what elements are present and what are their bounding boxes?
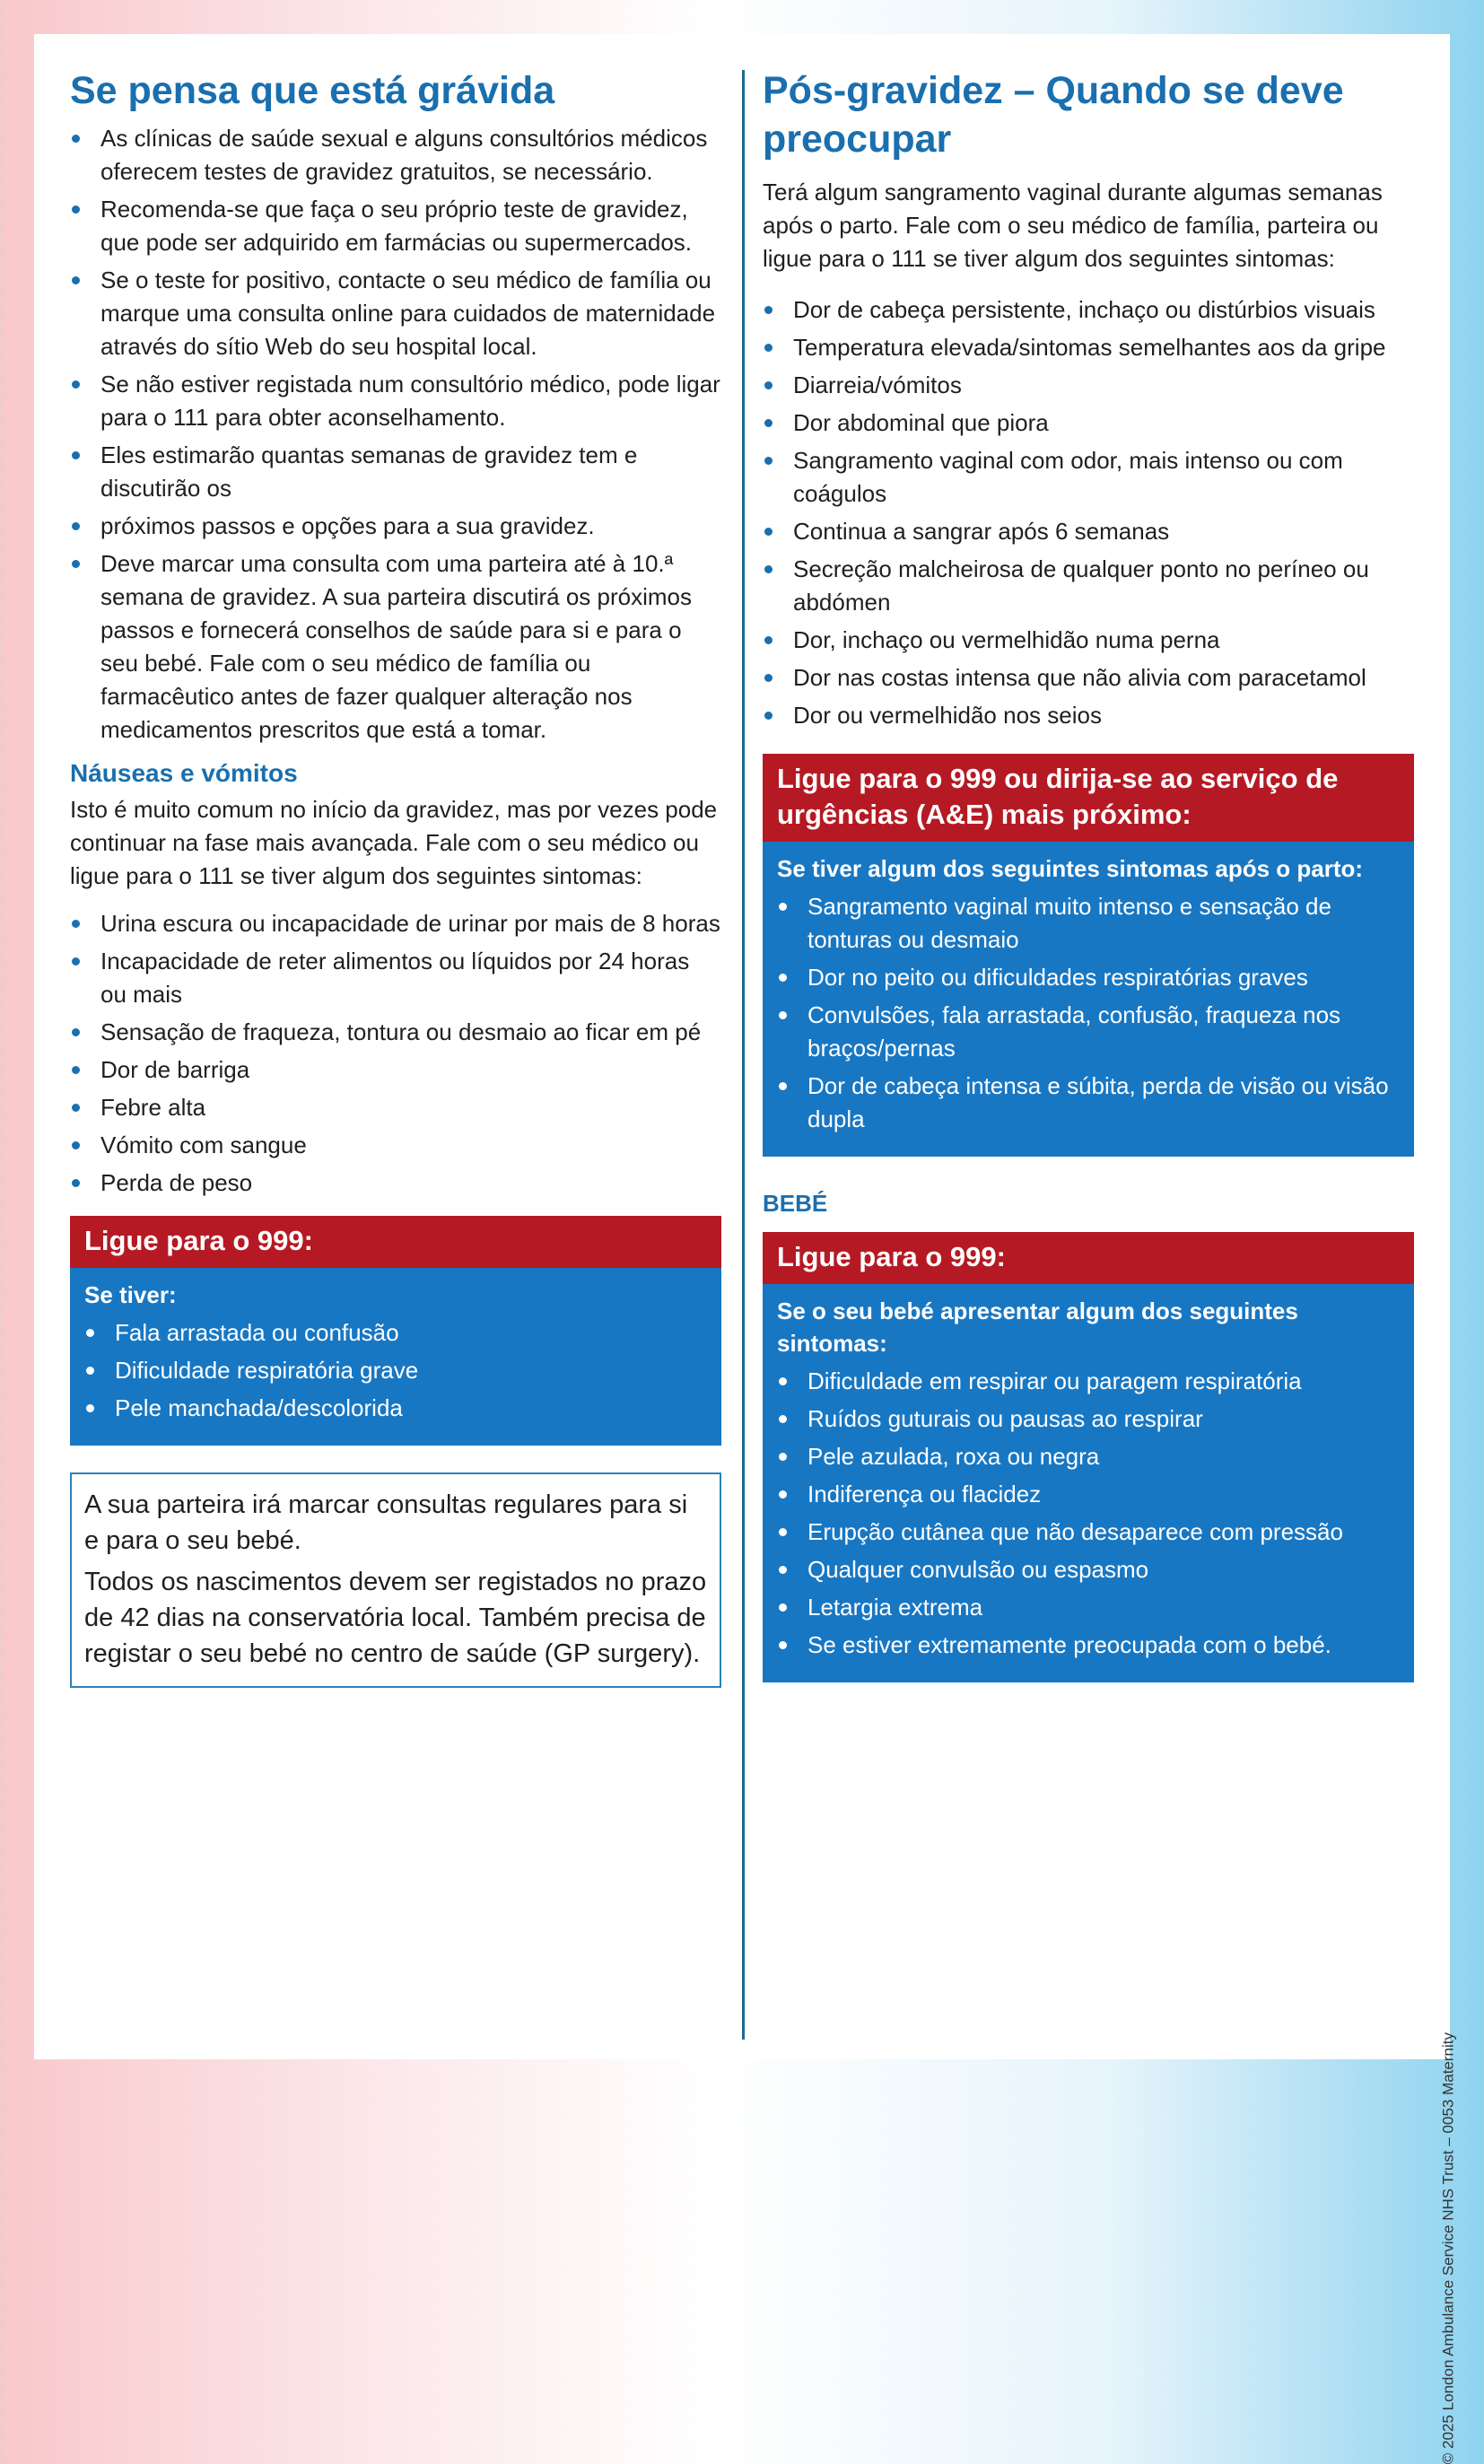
list-item: Erupção cutânea que não desaparece com pressão	[777, 1516, 1400, 1549]
list-item: Se o teste for positivo, contacte o seu médico de família ou marque uma consulta online para cuidados de maternidade através do sítio Web do seu hospital local.	[70, 264, 721, 363]
post-pregnancy-list	[763, 293, 1414, 732]
pregnancy-title: Se pensa que está grávida	[70, 69, 555, 112]
list-item: próximos passos e opções para a sua gravidez.	[70, 510, 721, 543]
list-item: Dor nas costas intensa que não alivia com paracetamol	[763, 661, 1414, 695]
post-pregnancy-title: Pós-gravidez – Quando se deve preocupar	[763, 69, 1344, 161]
left-column	[70, 66, 721, 1688]
column-divider	[742, 70, 745, 2040]
nausea-list	[70, 907, 721, 1200]
emergency-alert-box	[70, 1216, 721, 1446]
leaflet-page	[34, 34, 1456, 2464]
list-item: Se não estiver registada num consultório médico, pode ligar para o 111 para obter aconselhamento.	[70, 368, 721, 434]
list-item: Letargia extrema	[777, 1591, 1400, 1624]
list-item: Dor no peito ou dificuldades respiratórias graves	[777, 961, 1400, 994]
list-item: Dificuldade respiratória grave	[84, 1354, 707, 1387]
list-item: Continua a sangrar após 6 semanas	[763, 515, 1414, 548]
list-item: Vómito com sangue	[70, 1129, 721, 1162]
alert-body	[763, 842, 1414, 1157]
list-item: Se estiver extremamente preocupada com o bebé.	[777, 1629, 1400, 1662]
list-item: Urina escura ou incapacidade de urinar por mais de 8 horas	[70, 907, 721, 940]
alert-lead: Se tiver:	[84, 1281, 177, 1308]
postpartum-emergency-box	[763, 754, 1414, 1157]
list-item: Eles estimarão quantas semanas de gravidez tem e discutirão os	[70, 439, 721, 505]
alert-title: Ligue para o 999 ou dirija-se ao serviço de urgências (A&E) mais próximo:	[763, 754, 1414, 842]
alert-title: Ligue para o 999:	[763, 1232, 1414, 1284]
alert-title: Ligue para o 999:	[70, 1216, 721, 1268]
list-item: As clínicas de saúde sexual e alguns consultórios médicos oferecem testes de gravidez gratuitos, se necessário.	[70, 122, 721, 188]
list-item: Dor abdominal que piora	[763, 406, 1414, 440]
baby-title: BEBÉ	[763, 1190, 828, 1217]
list-item: Dor de cabeça persistente, inchaço ou distúrbios visuais	[763, 293, 1414, 327]
list-item: Secreção malcheirosa de qualquer ponto no períneo ou abdómen	[763, 553, 1414, 619]
list-item: Deve marcar uma consulta com uma parteira até à 10.ª semana de gravidez. A sua parteira discutirá os próximos passos e fornecerá conselhos de saúde para si e para o seu bebé. Fale com o seu médico de família ou farmacêutico antes de fazer qualquer alteração nos medicamentos prescritos que está a tomar.	[70, 547, 721, 747]
list-item: Dor, inchaço ou vermelhidão numa perna	[763, 624, 1414, 657]
alert-list	[84, 1316, 707, 1425]
list-item: Convulsões, fala arrastada, confusão, fraqueza nos braços/pernas	[777, 999, 1400, 1065]
list-item: Temperatura elevada/sintomas semelhantes aos da gripe	[763, 331, 1414, 364]
list-item: Sensação de fraqueza, tontura ou desmaio ao ficar em pé	[70, 1016, 721, 1049]
list-item: Febre alta	[70, 1091, 721, 1124]
pregnancy-list	[70, 122, 721, 747]
midwife-info-box	[70, 1472, 721, 1688]
list-item: Qualquer convulsão ou espasmo	[777, 1553, 1400, 1586]
alert-list	[777, 1365, 1400, 1662]
alert-lead: Se o seu bebé apresentar algum dos seguintes sintomas:	[777, 1298, 1298, 1357]
list-item: Diarreia/vómitos	[763, 369, 1414, 402]
list-item: Ruídos guturais ou pausas ao respirar	[777, 1402, 1400, 1436]
list-item: Incapacidade de reter alimentos ou líquidos por 24 horas ou mais	[70, 945, 721, 1011]
copyright-note: © 2025 London Ambulance Service NHS Trust – 0053 Maternity	[1439, 2032, 1456, 2464]
list-item: Perda de peso	[70, 1166, 721, 1200]
alert-lead: Se tiver algum dos seguintes sintomas após o parto:	[777, 855, 1364, 882]
alert-list	[777, 890, 1400, 1136]
list-item: Pele manchada/descolorida	[84, 1392, 707, 1425]
list-item: Dor de barriga	[70, 1053, 721, 1087]
list-item: Sangramento vaginal muito intenso e sensação de tonturas ou desmaio	[777, 890, 1400, 957]
list-item: Fala arrastada ou confusão	[84, 1316, 707, 1350]
alert-body	[70, 1268, 721, 1446]
right-column	[763, 66, 1414, 1682]
list-item: Recomenda-se que faça o seu próprio teste de gravidez, que pode ser adquirido em farmácias ou supermercados.	[70, 193, 721, 259]
post-pregnancy-intro: Terá algum sangramento vaginal durante algumas semanas após o parto. Fale com o seu médico de família, parteira ou ligue para o 111 se tiver algum dos seguintes sintomas:	[763, 179, 1383, 272]
baby-emergency-box	[763, 1232, 1414, 1682]
list-item: Indiferença ou flacidez	[777, 1478, 1400, 1511]
list-item: Dor de cabeça intensa e súbita, perda de visão ou visão dupla	[777, 1070, 1400, 1136]
nausea-title: Náuseas e vómitos	[70, 759, 298, 787]
alert-body	[763, 1284, 1414, 1682]
info-paragraph: Todos os nascimentos devem ser registados no prazo de 42 dias na conservatória local. Também precisa de registar o seu bebé no centro de saúde (GP surgery).	[84, 1568, 707, 1668]
list-item: Pele azulada, roxa ou negra	[777, 1440, 1400, 1473]
list-item: Dificuldade em respirar ou paragem respiratória	[777, 1365, 1400, 1398]
info-paragraph: A sua parteira irá marcar consultas regulares para si e para o seu bebé.	[84, 1490, 688, 1555]
list-item: Dor ou vermelhidão nos seios	[763, 699, 1414, 732]
list-item: Sangramento vaginal com odor, mais intenso ou com coágulos	[763, 444, 1414, 511]
nausea-intro: Isto é muito comum no início da gravidez, mas por vezes pode continuar na fase mais avançada. Fale com o seu médico ou ligue para o 111 se tiver algum dos seguintes sintomas:	[70, 796, 718, 889]
